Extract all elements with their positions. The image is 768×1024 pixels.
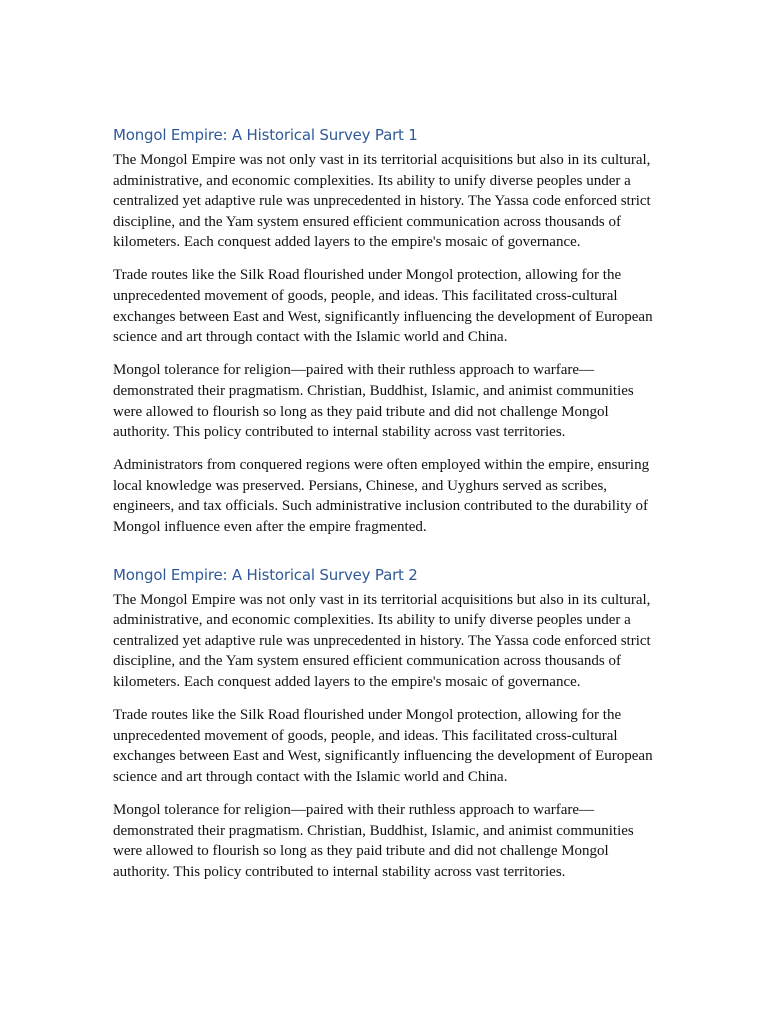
paragraph: Trade routes like the Silk Road flourished under Mongol protection, allowing for the unprecedented movement of goods, people, and ideas. This facilitated cross-cultural exchanges between East and West, significantly influencing the development of European science and art through contact with the Islamic world and China. <box>113 707 653 785</box>
paragraph: The Mongol Empire was not only vast in its territorial acquisitions but also in its cultural, administrative, and economic complexities. Its ability to unify diverse peoples under a centralized yet adaptive rule was unprecedented in history. The Yassa code enforced strict discipline, and the Yam system ensured efficient communication across thousands of kilometers. Each conquest added layers to the empire's mosaic of governance. <box>113 591 651 690</box>
paragraph: Trade routes like the Silk Road flourished under Mongol protection, allowing for the unprecedented movement of goods, people, and ideas. This facilitated cross-cultural exchanges between East and West, significantly influencing the development of European science and art through contact with the Islamic world and China. <box>113 267 653 346</box>
section-part-1 <box>113 124 658 538</box>
section-heading: Mongol Empire: A Historical Survey Part 2 <box>113 565 418 584</box>
paragraph: Mongol tolerance for religion—paired with their ruthless approach to warfare—demonstrated their pragmatism. Christian, Buddhist, Islamic, and animist communities were allowed to flourish so long as they paid tribute and did not challenge Mongol authority. This policy contributed to internal stability across vast territories. <box>113 801 634 880</box>
paragraph: The Mongol Empire was not only vast in its territorial acquisitions but also in its cultural, administrative, and economic complexities. Its ability to unify diverse peoples under a centralized yet adaptive rule was unprecedented in history. The Yassa code enforced strict discipline, and the Yam system ensured efficient communication across thousands of kilometers. Each conquest added layers to the empire's mosaic of governance. <box>113 152 651 251</box>
section-part-2 <box>113 564 658 883</box>
paragraph: Administrators from conquered regions were often employed within the empire, ensuring local knowledge was preserved. Persians, Chinese, and Uyghurs served as scribes, engineers, and tax officials. Such administrative inclusion contributed to the durability of Mongol influence even after the empire fragmented. <box>113 457 650 535</box>
document-page <box>113 124 658 882</box>
paragraph: Mongol tolerance for religion—paired with their ruthless approach to warfare—demonstrated their pragmatism. Christian, Buddhist, Islamic, and animist communities were allowed to flourish so long as they paid tribute and did not challenge Mongol authority. This policy contributed to internal stability across vast territories. <box>113 362 634 441</box>
section-heading: Mongol Empire: A Historical Survey Part 1 <box>113 126 418 144</box>
